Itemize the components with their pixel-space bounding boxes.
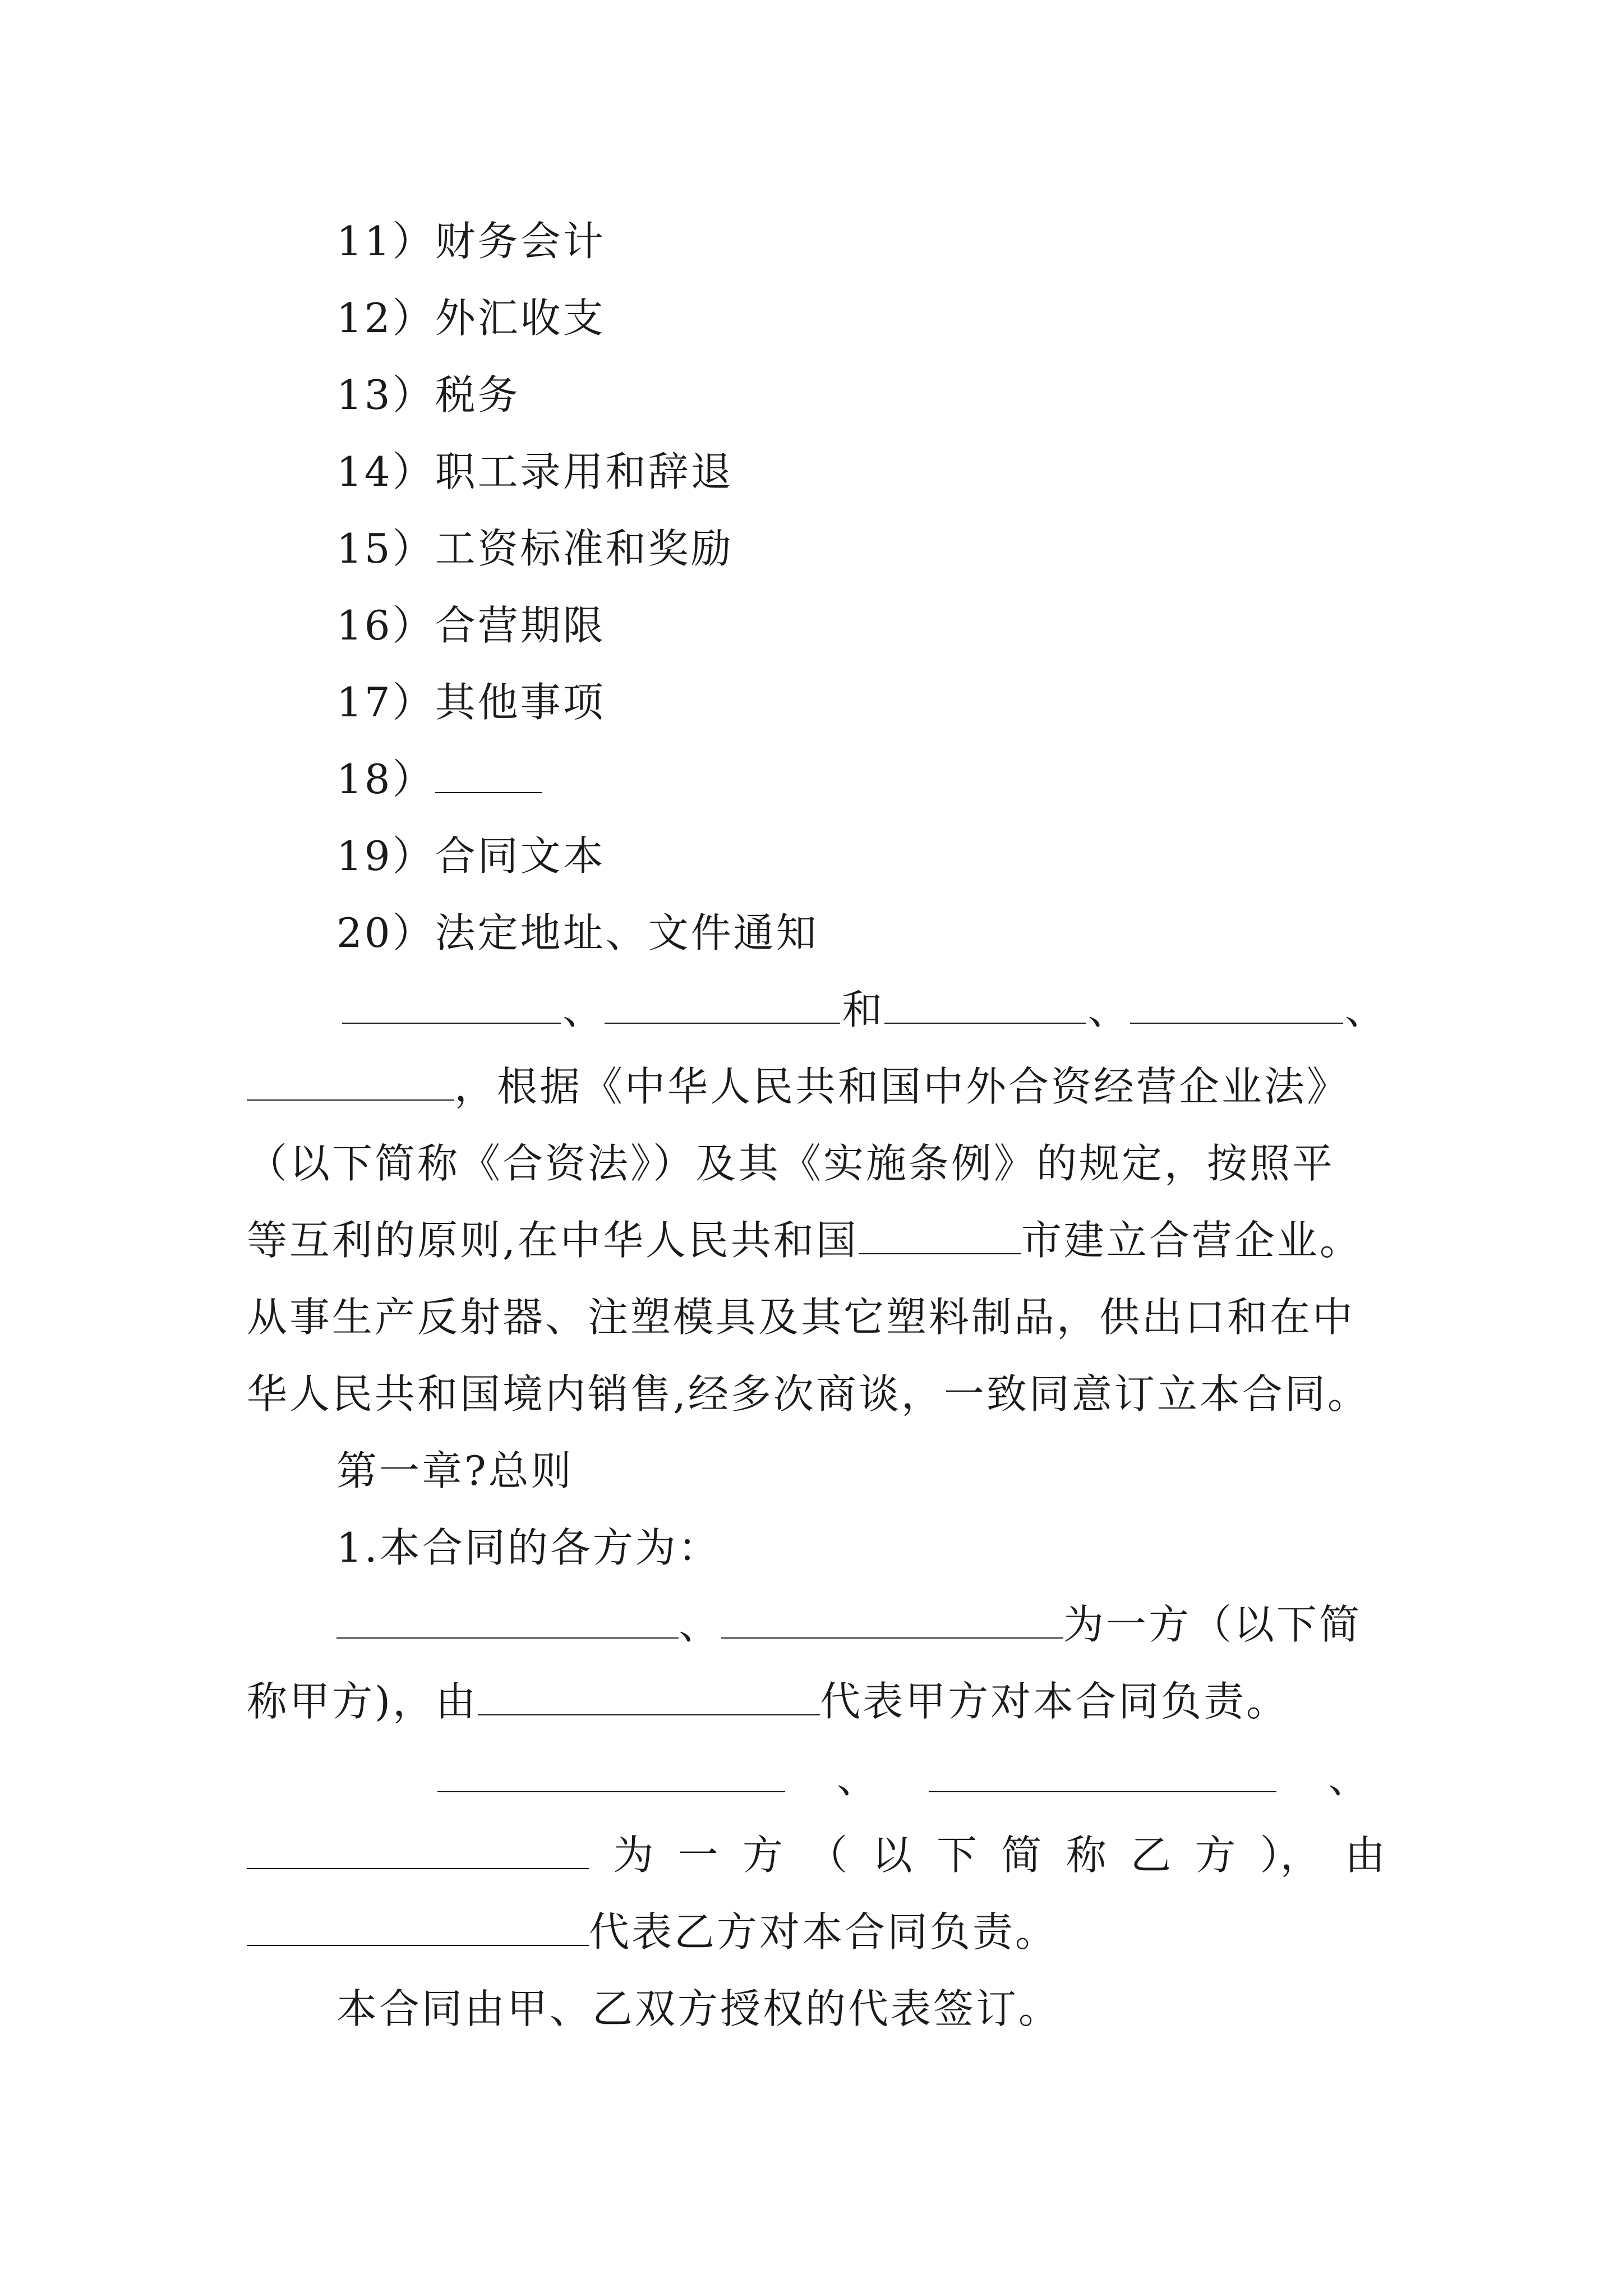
blank-field[interactable] — [1130, 983, 1343, 1024]
party-b-line-2-char: 一 — [677, 1832, 718, 1879]
party-b-line-2 — [247, 1827, 1385, 1883]
party-b-line-3: 代表乙方对本合同负责。 — [247, 1904, 1058, 1960]
toc-item-19: 19）合同文本 — [336, 832, 606, 880]
toc-item-12: 12）外汇收支 — [336, 295, 606, 342]
party-b-line-2-char: ）， — [1260, 1832, 1321, 1879]
preamble-line-5: 从事生产反射器、注塑模具及其它塑料制品，供出口和在中 — [247, 1294, 1355, 1341]
party-b-line-2-char: 为 — [613, 1832, 654, 1879]
preamble-line-3: （以下简称《合资法》）及其《实施条例》的规定，按照平 — [247, 1140, 1335, 1187]
blank-field[interactable] — [437, 1752, 785, 1792]
signing-statement: 本合同由甲、乙双方授权的代表签订。 — [336, 1985, 1062, 2032]
preamble-line-1: 、 和 、 、 — [342, 982, 1385, 1038]
blank-field[interactable] — [435, 753, 542, 793]
preamble-line-6: 华人民共和国境内销售,经多次商谈，一致同意订立本合同。 — [247, 1370, 1370, 1418]
toc-item-13: 13）税务 — [336, 371, 520, 418]
toc-item-14: 14）职工录用和辞退 — [336, 448, 734, 495]
preamble-line-2: ，根据《中华人民共和国中外合资经营企业法》 — [247, 1059, 1349, 1115]
party-b-line-2-char: 称 — [1066, 1832, 1106, 1879]
chapter-title: 第一章?总则 — [336, 1447, 574, 1494]
party-b-line-2-char: 乙 — [1130, 1832, 1171, 1879]
party-b-line-1: 、 、 — [437, 1750, 1368, 1806]
party-b-line-2-char: 以 — [872, 1832, 912, 1879]
toc-item-18 — [336, 751, 542, 807]
party-b-line-2-char: 由 — [1344, 1832, 1385, 1879]
blank-field[interactable] — [247, 1829, 589, 1869]
blank-field[interactable] — [605, 983, 840, 1024]
toc-item-17: 17）其他事项 — [336, 679, 606, 726]
party-b-line-2-char: 方 — [1195, 1832, 1236, 1879]
blank-field[interactable] — [342, 983, 561, 1024]
party-b-line-2-char: （ — [807, 1832, 848, 1879]
blank-field[interactable] — [884, 983, 1086, 1024]
blank-field[interactable] — [929, 1752, 1276, 1792]
toc-item-11: 11）财务会计 — [336, 218, 606, 265]
party-b-line-2-char: 简 — [1001, 1832, 1042, 1879]
preamble-line-4: 等互利的原则,在中华人民共和国 市建立合营企业。 — [247, 1212, 1362, 1268]
party-b-line-2-char: 下 — [936, 1832, 977, 1879]
blank-field[interactable] — [336, 1598, 679, 1639]
blank-field[interactable] — [247, 1906, 589, 1946]
blank-field[interactable] — [721, 1598, 1063, 1639]
blank-field[interactable] — [478, 1675, 820, 1715]
toc-item-16: 16）合营期限 — [336, 602, 606, 649]
clause-1-title: 1.本合同的各方为： — [336, 1524, 721, 1571]
party-a-line-2: 称甲方)，由 代表甲方对本合同负责。 — [247, 1673, 1289, 1729]
party-a-line-1: 、 为一方（以下简 — [336, 1596, 1362, 1653]
blank-field[interactable] — [247, 1060, 454, 1101]
toc-item-15: 15）工资标准和奖励 — [336, 525, 734, 572]
toc-item-20: 20）法定地址、文件通知 — [336, 909, 819, 956]
toc-item-18-label: 18） — [336, 756, 435, 803]
party-b-line-2-char: 方 — [742, 1832, 783, 1879]
blank-field[interactable] — [859, 1214, 1021, 1254]
